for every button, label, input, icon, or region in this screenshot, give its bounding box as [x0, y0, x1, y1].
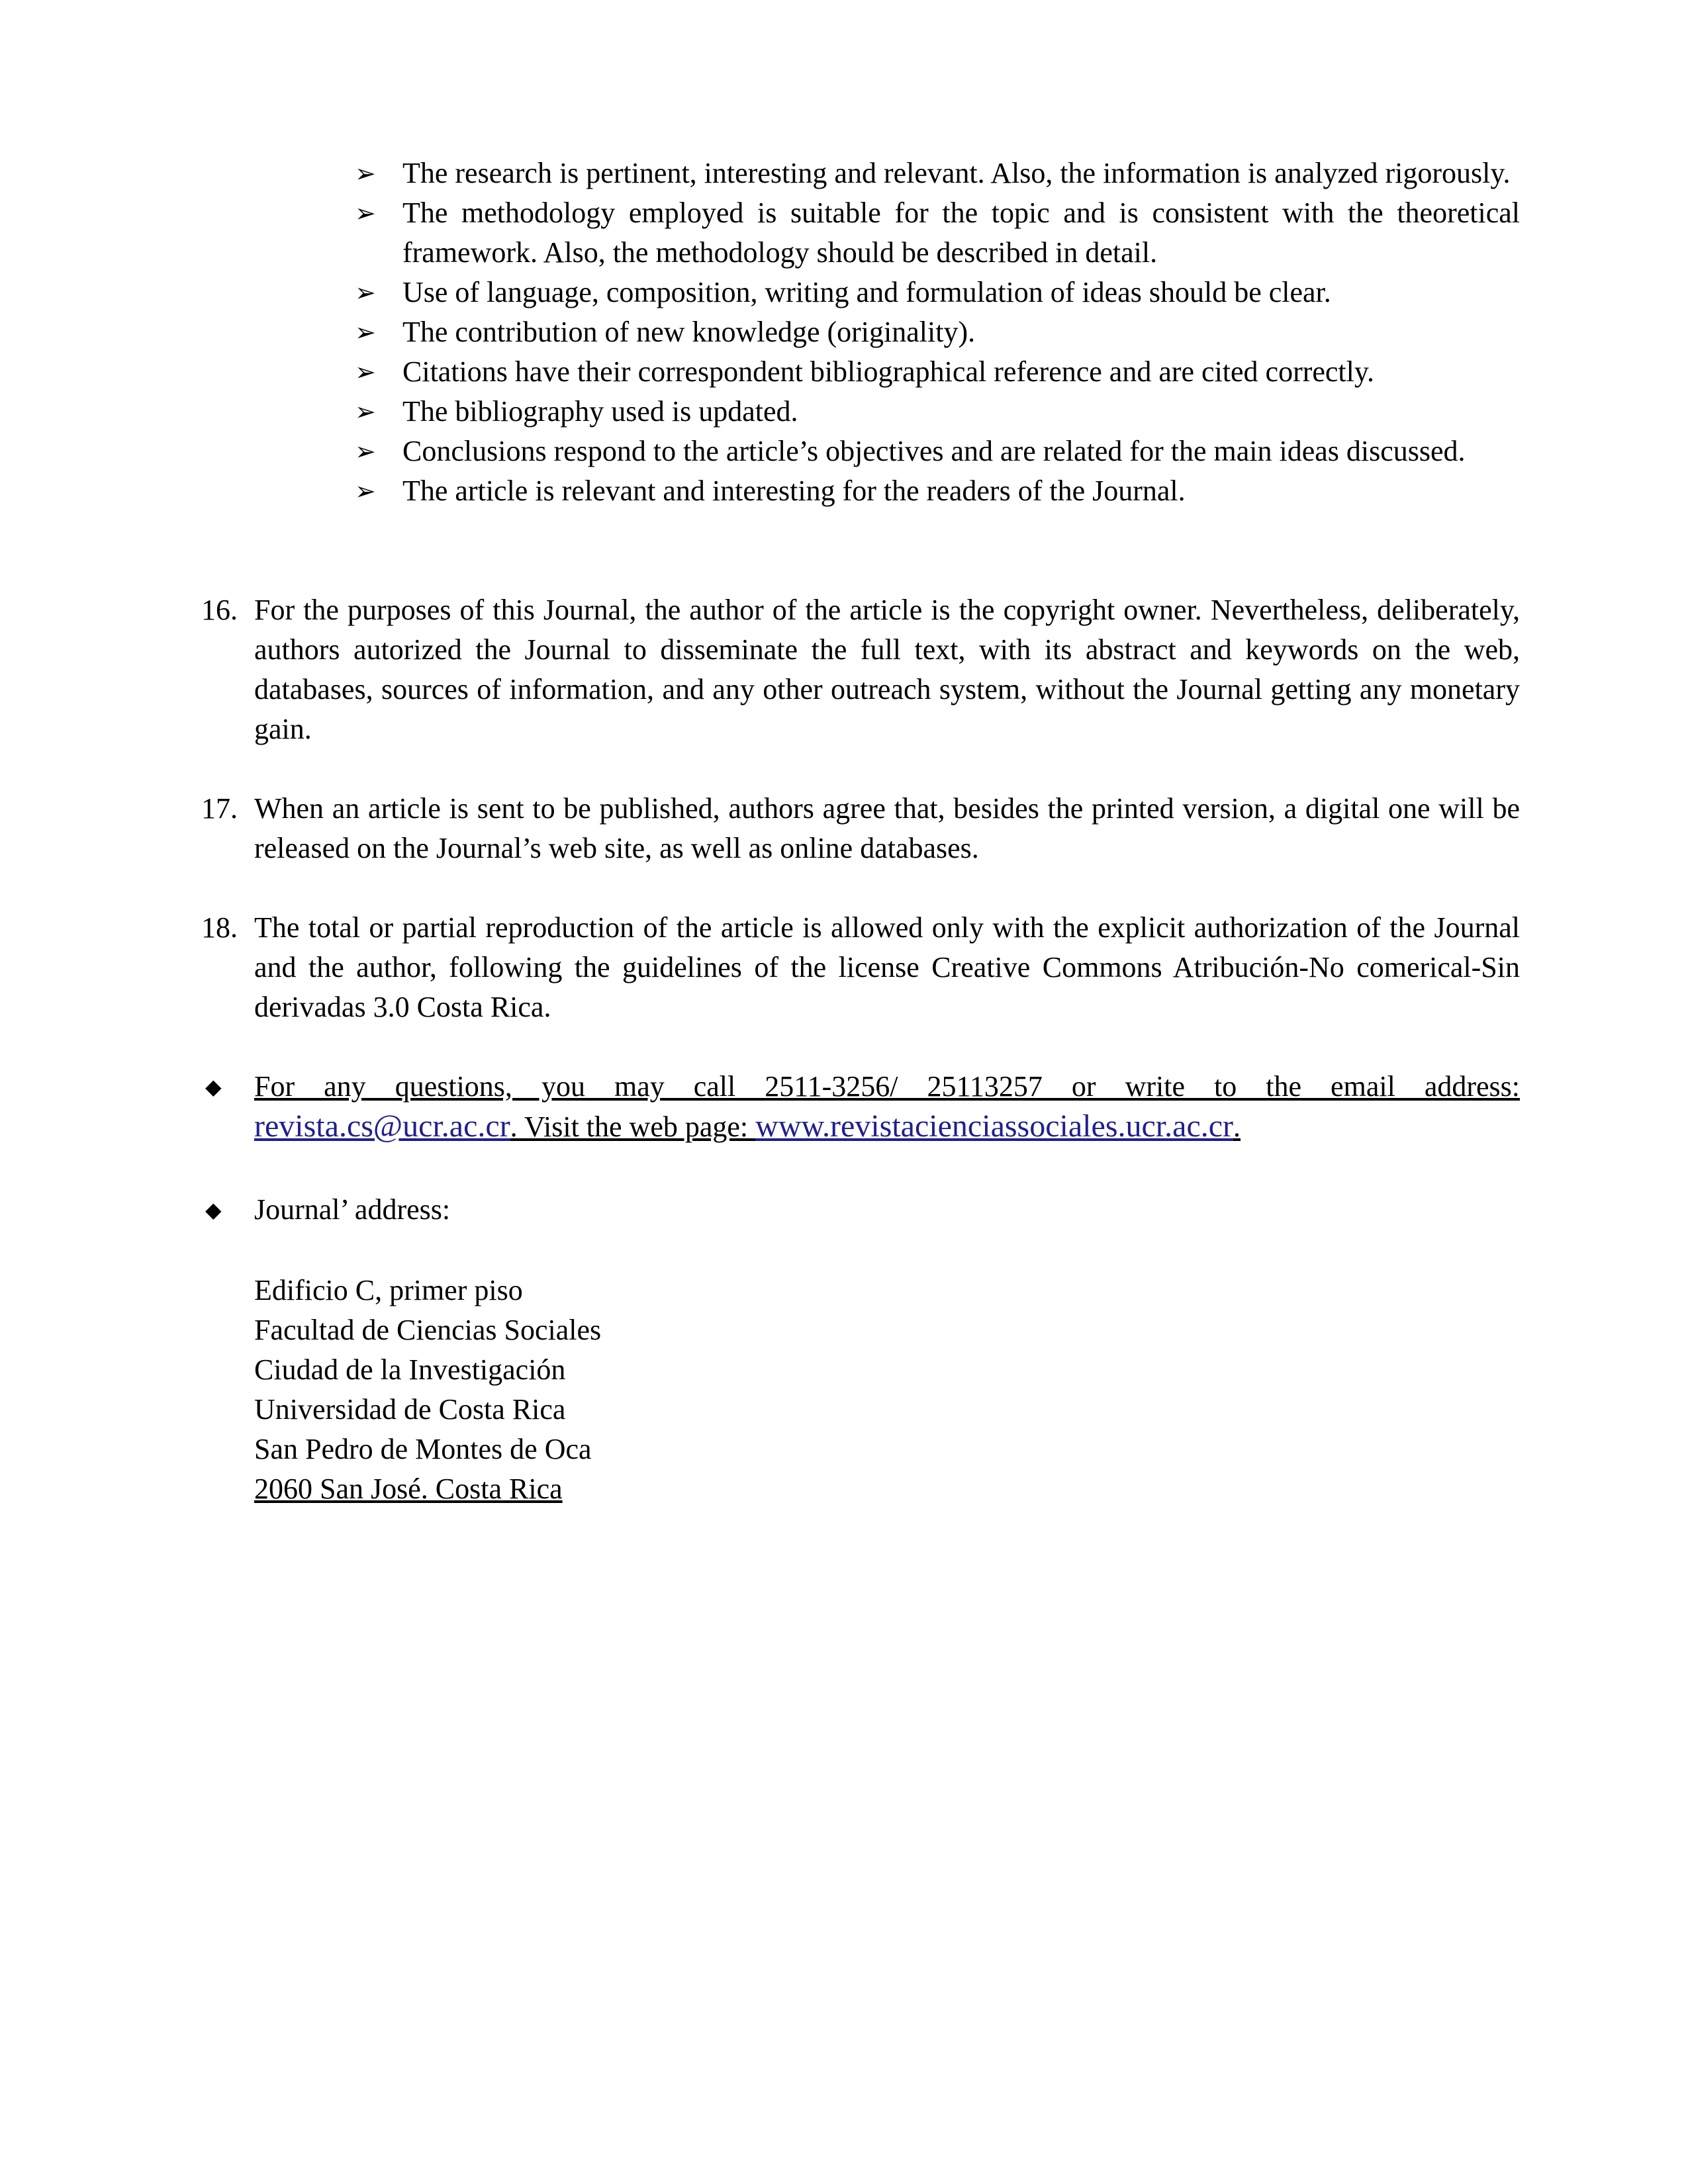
criteria-item: ➢ Use of language, composition, writing and formulation of ideas should be clear. — [355, 273, 1520, 312]
diamond-bullet-icon: ◆ — [205, 1074, 222, 1099]
item-text: When an article is sent to be published, authors agree that, besides the printed version, a digital one will be released on the Journal’s web site, as well as online databases. — [254, 792, 1520, 864]
address-line: 2060 San José. Costa Rica — [254, 1473, 563, 1505]
arrowhead-bullet-icon: ➢ — [355, 318, 376, 347]
evaluation-criteria-list — [355, 154, 1520, 511]
arrowhead-bullet-icon: ➢ — [355, 477, 376, 506]
criteria-item: ➢ The article is relevant and interesting for the readers of the Journal. — [355, 471, 1520, 511]
contact-info — [201, 1067, 1520, 1147]
item-number: 18. — [201, 911, 238, 944]
address-line: Edificio C, primer piso — [254, 1274, 523, 1306]
criteria-item: ➢ The research is pertinent, interesting and relevant. Also, the information is analyzed rigorously. — [355, 154, 1520, 193]
arrowhead-bullet-icon: ➢ — [355, 199, 376, 228]
item-text: The total or partial reproduction of the article is allowed only with the explicit authorization of the Journal and the author, following the guidelines of the license Creative Commons Atribución-No comerical-Sin derivadas 3.0 Costa Rica. — [254, 911, 1520, 1023]
criteria-item: ➢ The bibliography used is updated. — [355, 392, 1520, 432]
criteria-item: ➢ Citations have their correspondent bibliographical reference and are cited correctly. — [355, 352, 1520, 392]
arrowhead-bullet-icon: ➢ — [355, 437, 376, 466]
address-line: Facultad de Ciencias Sociales — [254, 1314, 602, 1346]
item-number: 17. — [201, 792, 238, 825]
numbered-item-16 — [201, 590, 1520, 749]
website-link[interactable]: www.revistacienciassociales.ucr.ac.cr — [755, 1109, 1234, 1144]
address-line: Ciudad de la Investigación — [254, 1353, 566, 1386]
email-link[interactable]: revista.cs@ucr.ac.cr — [254, 1109, 510, 1144]
arrowhead-bullet-icon: ➢ — [355, 159, 376, 188]
numbered-item-18 — [201, 908, 1520, 1027]
numbered-item-17 — [201, 789, 1520, 868]
criteria-item: ➢ Conclusions respond to the article’s objectives and are related for the main ideas discussed. — [355, 432, 1520, 471]
arrowhead-bullet-icon: ➢ — [355, 397, 376, 426]
criteria-item: ➢ The contribution of new knowledge (originality). — [355, 312, 1520, 352]
journal-address-heading — [201, 1190, 1520, 1230]
journal-address-block — [254, 1271, 601, 1509]
address-line: San Pedro de Montes de Oca — [254, 1433, 592, 1465]
arrowhead-bullet-icon: ➢ — [355, 278, 376, 307]
item-number: 16. — [201, 594, 238, 626]
contact-text-end: . — [1233, 1111, 1241, 1143]
address-label: Journal’ address: — [254, 1193, 451, 1226]
arrowhead-bullet-icon: ➢ — [355, 357, 376, 387]
address-line: Universidad de Costa Rica — [254, 1393, 566, 1426]
item-text: For the purposes of this Journal, the author of the article is the copyright owner. Nevertheless, deliberately, authors autorized the Journal to disseminate the full text, with its abstract and keywords on the web, databases, sources of information, and any other outreach system, without the Journal getting any monetary gain. — [254, 594, 1520, 745]
contact-text: For any questions, you may call 2511-3256/ 25113257 or write to the email address: — [254, 1070, 1520, 1103]
criteria-item: ➢ The methodology employed is suitable for the topic and is consistent with the theoretical framework. Also, the methodology should be described in detail. — [355, 193, 1520, 273]
contact-text-mid: . Visit the web page: — [510, 1111, 756, 1143]
diamond-bullet-icon: ◆ — [205, 1197, 222, 1222]
